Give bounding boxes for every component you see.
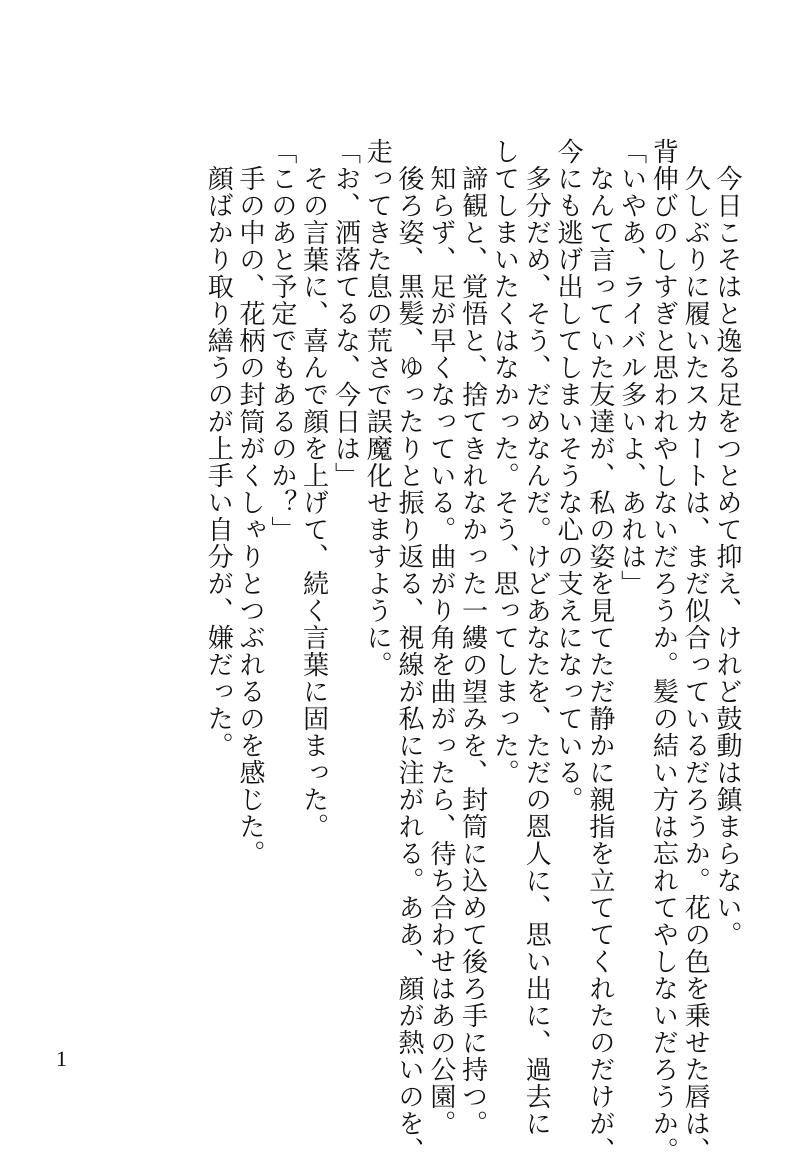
text-line: 知らず、足が早くなっている。曲がり角を曲がったら、待ち合わせはあの公園。: [425, 138, 456, 1137]
text-line: 「いやあ、ライバル多いよ、あれは」: [616, 138, 647, 597]
text-line: なんて言っていた友達が、私の姿を見てただ静かに親指を立ててくれたのだけが、: [584, 138, 615, 1164]
text-line: 久しぶりに履いたスカートは、まだ似合っているだろうか。花の色を乗せた唇は、: [680, 138, 711, 1164]
page-number: 1: [56, 1046, 67, 1071]
text-line: 背伸びのしすぎと思われやしないだろうか。髪の結い方は忘れてやしないだろうか。: [648, 138, 679, 1164]
text-line: 「このあと予定でもあるのか？」: [266, 138, 297, 543]
text-line: 「お、洒落てるな、今日は」: [330, 138, 361, 489]
text-line: 手の中の、花柄の封筒がくしゃりとつぶれるのを感じた。: [235, 138, 266, 867]
text-line: 今にも逃げ出してしまいそうな心の支えになっている。: [553, 138, 584, 813]
text-line: 今日こそはと逸る足をつとめて抑え、けれど鼓動は鎮まらない。: [712, 138, 742, 948]
text-line: 多分だめ、そう、だめなんだ。けどあなたを、ただの恩人に、思い出に、過去に: [521, 138, 552, 1137]
text-line: 走ってきた息の荒さで誤魔化せますように。: [362, 138, 393, 678]
text-line: してしまいたくはなかった。そう、思ってしまった。: [489, 138, 520, 786]
text-line: その言葉に、喜んで顔を上げて、続く言葉に固まった。: [298, 138, 329, 840]
vertical-text-block: [201, 138, 742, 1164]
text-line: 顔ばかり取り繕うのが上手い自分が、嫌だった。: [203, 138, 234, 759]
text-line: 後ろ姿、黒髪、ゆったりと振り返る、視線が私に注がれる。ああ、顔が熱いのを、: [394, 138, 425, 1164]
text-line: 諦観と、覚悟と、捨てきれなかった一縷の望みを、封筒に込めて後ろ手に持つ。: [457, 138, 488, 1137]
